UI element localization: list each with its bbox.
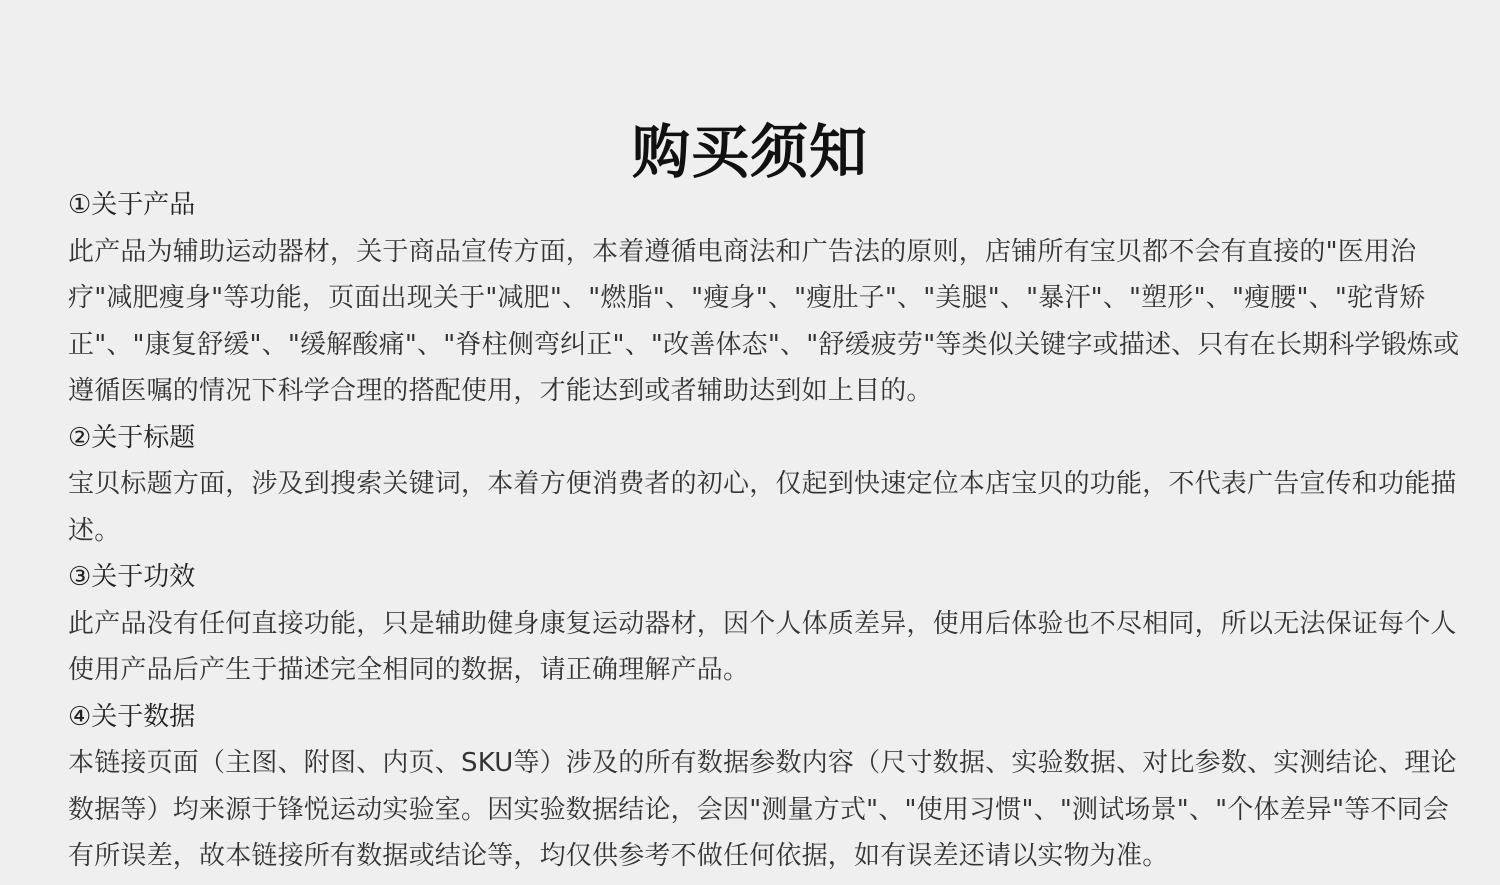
section-heading: ③关于功效 xyxy=(68,562,196,592)
notice-content xyxy=(68,182,1463,880)
section-heading: ④关于数据 xyxy=(68,701,196,732)
section-product xyxy=(68,182,1463,415)
page-title: 购买须知 xyxy=(631,117,868,186)
section-title xyxy=(68,415,1463,555)
section-body: 此产品为辅助运动器材，关于商品宣传方面，本着遵循电商法和广告法的原则，店铺所有宝贝都不会有直接的"医用治疗"减肥瘦身"等功能，页面出现关于"减肥"、"燃脂"、"瘦身"、"瘦肚子"、"美腿"、"暴汗"、"塑形"、"瘦腰"、"驼背矫正"、"康复舒缓"、"缓解酸痛"、"脊柱侧弯纠正"、"改善体态"、"舒缓疲劳"等类似关键字或描述、只有在长期科学锻炼或遵循医嘱的情况下科学合理的搭配使用，才能达到或者辅助达到如上目的。 xyxy=(68,236,1460,406)
section-efficacy xyxy=(68,554,1463,694)
section-heading: ①关于产品 xyxy=(68,190,196,220)
section-heading: ②关于标题 xyxy=(68,422,196,453)
section-body: 宝贝标题方面，涉及到搜索关键词，本着方便消费者的初心，仅起到快速定位本店宝贝的功能，不代表广告宣传和功能描述。 xyxy=(68,469,1457,546)
section-body: 此产品没有任何直接功能，只是辅助健身康复运动器材，因个人体质差异，使用后体验也不尽相同，所以无法保证每个人使用产品后产生于描述完全相同的数据，请正确理解产品。 xyxy=(68,608,1457,685)
section-data xyxy=(68,694,1463,880)
section-body: 本链接页面（主图、附图、内页、SKU等）涉及的所有数据参数内容（尺寸数据、实验数据、对比参数、实测结论、理论数据等）均来源于锋悦运动实验室。因实验数据结论，会因"测量方式"、"使用习惯"、"测试场景"、"个体差异"等不同会有所误差，故本链接所有数据或结论等，均仅供参考不做任何依据，如有误差还请以实物为准。 xyxy=(68,748,1457,871)
